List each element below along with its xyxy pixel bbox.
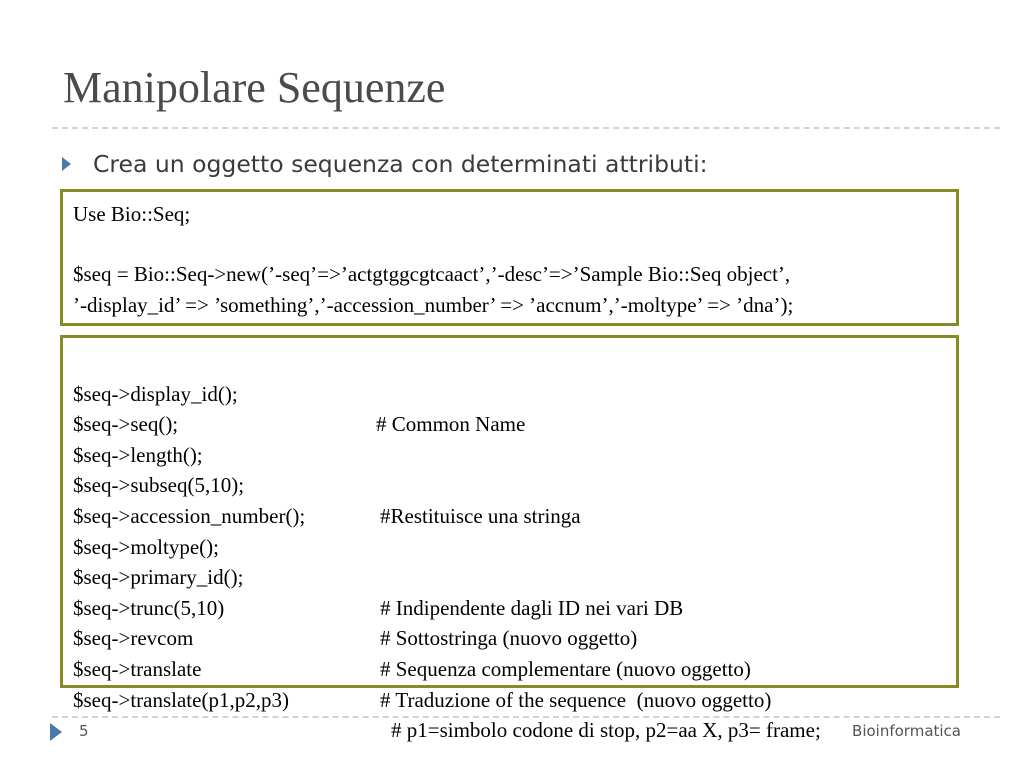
- method-call: $seq->translate: [73, 656, 202, 681]
- code-line: Use Bio::Seq;: [73, 202, 191, 226]
- method-comment: # Sottostringa (nuovo oggetto): [380, 626, 638, 651]
- footer-arrow-icon: [50, 723, 62, 741]
- method-comment: # Traduzione of the sequence (nuovo oggetto): [380, 687, 772, 712]
- code-block-constructor: [60, 189, 959, 326]
- method-comment: # Sequenza complementare (nuovo oggetto): [380, 656, 751, 681]
- page-number: 5: [79, 722, 89, 740]
- slide-title: Manipolare Sequenze: [63, 63, 446, 112]
- bullet-arrow-icon: [62, 157, 71, 171]
- method-call: $seq->display_id();: [73, 381, 238, 406]
- title-divider: [52, 127, 1000, 129]
- code-line: $seq = Bio::Seq->new(’-seq’=>’actgtggcgtcaact’,’-desc’=>’Sample Bio::Seq object’,: [73, 261, 791, 286]
- footer-label: Bioinformatica: [852, 722, 961, 740]
- bullet-text: Crea un oggetto sequenza con determinati attributi:: [93, 150, 708, 178]
- method-comment: #Restituisce una stringa: [380, 503, 581, 528]
- method-call: $seq->length();: [73, 442, 203, 467]
- code-line: [73, 227, 956, 259]
- footer-divider: [52, 716, 1000, 718]
- code-line: ’-display_id’ => ’something’,’-accession_number’ => ’accnum’,’-moltype’ => ’dna’);: [73, 293, 794, 317]
- method-call: $seq->revcom: [73, 626, 194, 651]
- method-comment: # p1=simbolo codone di stop, p2=aa X, p3= frame;: [391, 718, 821, 743]
- bullet-item: [62, 150, 708, 178]
- method-row: [73, 501, 956, 559]
- method-call: $seq->seq();: [73, 412, 179, 437]
- method-comment: # Indipendente dagli ID nei vari DB: [380, 595, 684, 620]
- method-call: $seq->primary_id();: [73, 565, 244, 590]
- method-call: $seq->accession_number();: [73, 503, 306, 528]
- method-call: $seq->subseq(5,10);: [73, 473, 245, 498]
- method-call: $seq->trunc(5,10): [73, 595, 225, 620]
- method-call: $seq->translate(p1,p2,p3): [73, 687, 289, 712]
- method-comment: # Common Name: [376, 412, 526, 437]
- method-row: [73, 409, 956, 467]
- method-call: $seq->moltype();: [73, 534, 219, 559]
